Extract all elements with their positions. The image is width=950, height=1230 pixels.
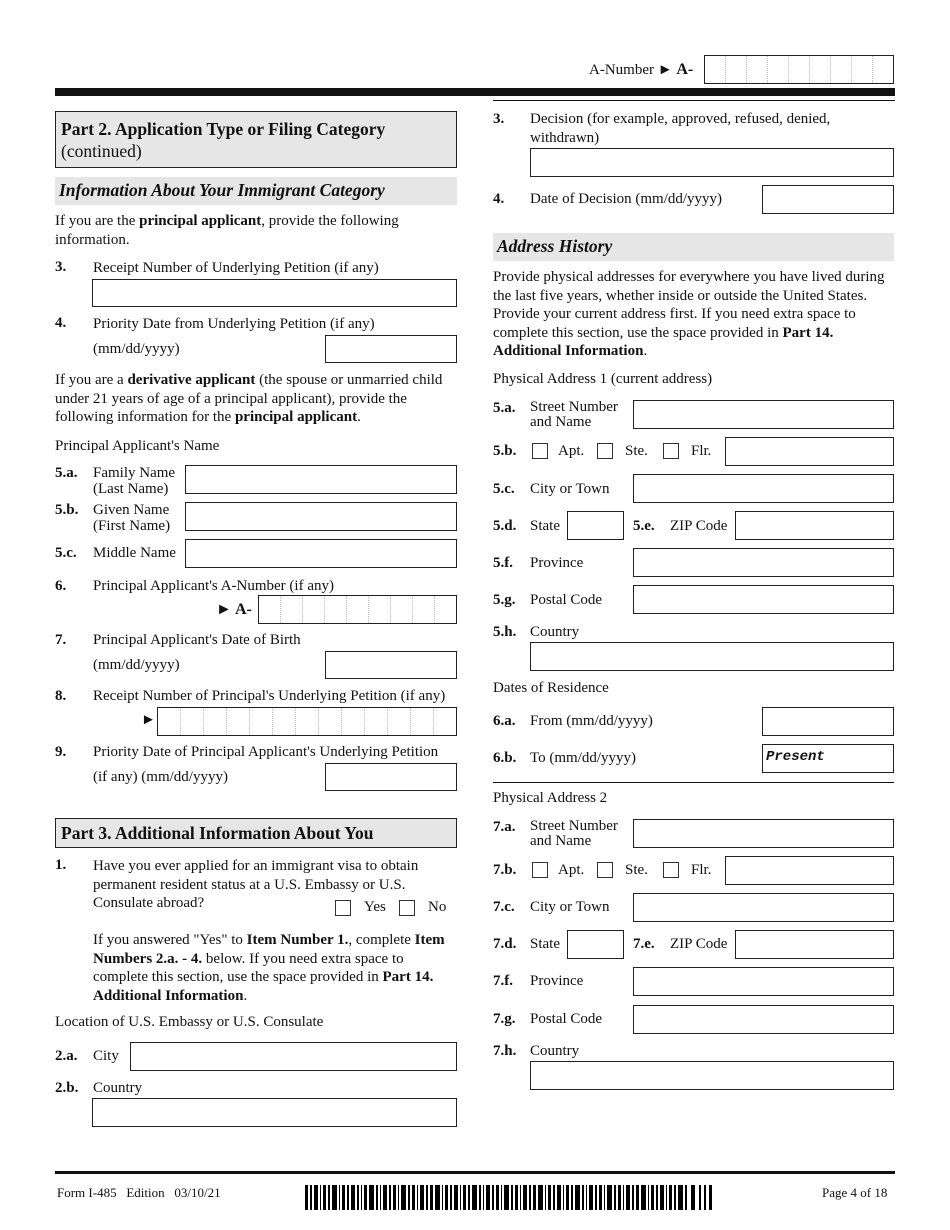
r-q5a-label: Street Number and Name bbox=[530, 399, 618, 430]
r-q6b-label: To (mm/dd/yyyy) bbox=[530, 750, 637, 766]
residence-to-input[interactable]: Present bbox=[762, 744, 894, 773]
receipt-number-input[interactable] bbox=[92, 279, 457, 307]
r-q5f-number: 5.f. bbox=[493, 555, 513, 571]
addr2-ste-checkbox[interactable] bbox=[597, 862, 613, 878]
address1-label: Physical Address 1 (current address) bbox=[493, 371, 713, 387]
q9-label: Priority Date of Principal Applicant's Underlying Petition bbox=[93, 744, 439, 760]
middle-name-input[interactable] bbox=[185, 539, 457, 568]
r-q7e-number: 7.e. bbox=[633, 936, 655, 952]
priority-date-input[interactable] bbox=[325, 335, 457, 363]
q5b-label: Given Name (First Name) bbox=[93, 502, 171, 534]
p3q1-label: Have you ever applied for an immigrant visa to obtain permanent resident status at a U.S. Embassy or U.S. Consulate abroad? bbox=[93, 858, 419, 911]
r-q3-number: 3. bbox=[493, 111, 505, 127]
q7-number: 7. bbox=[55, 632, 67, 648]
embassy-location-label: Location of U.S. Embassy or U.S. Consulate bbox=[55, 1014, 324, 1030]
immigrant-category-heading: Information About Your Immigrant Category bbox=[55, 177, 457, 205]
q8-arrow: ► bbox=[141, 712, 156, 728]
r-q5d-number: 5.d. bbox=[493, 518, 517, 534]
no-label: No bbox=[428, 899, 447, 915]
r-q7f-number: 7.f. bbox=[493, 973, 513, 989]
addr2-zip-input[interactable] bbox=[735, 930, 894, 959]
p3q2a-number: 2.a. bbox=[55, 1048, 78, 1064]
r-q5h-label: Country bbox=[530, 624, 580, 640]
a-number-label: A-Number ► A- bbox=[589, 61, 694, 78]
part2-header: Part 2. Application Type or Filing Category (continued) bbox=[55, 111, 457, 168]
decision-date-input[interactable] bbox=[762, 185, 894, 214]
r-q5b-number: 5.b. bbox=[493, 443, 517, 459]
r-q5e-label: ZIP Code bbox=[670, 518, 728, 534]
r-q5d-label: State bbox=[530, 518, 560, 534]
r-q5a-number: 5.a. bbox=[493, 400, 516, 416]
form-edition: Form I-485 Edition 03/10/21 bbox=[57, 1185, 221, 1200]
principal-priority-date-input[interactable] bbox=[325, 763, 457, 791]
r-q3-label: Decision (for example, approved, refused, denied, withdrawn) bbox=[530, 111, 831, 146]
addr1-city-input[interactable] bbox=[633, 474, 894, 503]
addr2-flr-label: Flr. bbox=[691, 862, 712, 878]
residence-from-input[interactable] bbox=[762, 707, 894, 736]
r-q4-number: 4. bbox=[493, 191, 505, 207]
r-q7c-label: City or Town bbox=[530, 899, 610, 915]
part3-header: Part 3. Additional Information About You bbox=[55, 818, 457, 848]
q9-number: 9. bbox=[55, 744, 67, 760]
r-q7g-label: Postal Code bbox=[530, 1011, 603, 1027]
addr1-unit-input[interactable] bbox=[725, 437, 894, 466]
address2-label: Physical Address 2 bbox=[493, 790, 608, 806]
addr1-flr-label: Flr. bbox=[691, 443, 712, 459]
r-q5c-number: 5.c. bbox=[493, 481, 515, 497]
r-q6a-label: From (mm/dd/yyyy) bbox=[530, 713, 653, 729]
addr1-state-select[interactable] bbox=[567, 511, 624, 540]
p3q2b-label: Country bbox=[93, 1080, 143, 1096]
r-q5g-number: 5.g. bbox=[493, 592, 516, 608]
q7-label: Principal Applicant's Date of Birth bbox=[93, 632, 301, 648]
address-divider bbox=[493, 782, 894, 783]
p3q2a-label: City bbox=[93, 1048, 119, 1064]
header-rule-thin bbox=[493, 100, 895, 101]
r-q7b-number: 7.b. bbox=[493, 862, 517, 878]
q4-number: 4. bbox=[55, 315, 67, 331]
principal-dob-input[interactable] bbox=[325, 651, 457, 679]
embassy-city-input[interactable] bbox=[130, 1042, 457, 1071]
yes-checkbox[interactable] bbox=[335, 900, 351, 916]
principal-intro: If you are the principal applicant, provide the following information. bbox=[55, 213, 399, 248]
addr2-province-input[interactable] bbox=[633, 967, 894, 996]
q3-number: 3. bbox=[55, 259, 67, 275]
addr2-flr-checkbox[interactable] bbox=[663, 862, 679, 878]
header-rule-thick bbox=[55, 88, 895, 96]
a-number-input[interactable] bbox=[704, 55, 894, 84]
addr1-postal-input[interactable] bbox=[633, 585, 894, 614]
addr1-ste-checkbox[interactable] bbox=[597, 443, 613, 459]
addr1-apt-checkbox[interactable] bbox=[532, 443, 548, 459]
addr1-zip-input[interactable] bbox=[735, 511, 894, 540]
r-q7a-number: 7.a. bbox=[493, 819, 516, 835]
addr1-province-input[interactable] bbox=[633, 548, 894, 577]
r-q7a-label: Street Number and Name bbox=[530, 818, 618, 849]
r-q7f-label: Province bbox=[530, 973, 584, 989]
q5c-label: Middle Name bbox=[93, 545, 176, 561]
principal-a-number-input[interactable] bbox=[258, 595, 457, 624]
r-q4-label: Date of Decision (mm/dd/yyyy) bbox=[530, 191, 723, 207]
addr2-apt-checkbox[interactable] bbox=[532, 862, 548, 878]
q7-format: (mm/dd/yyyy) bbox=[93, 657, 180, 673]
addr2-country-input[interactable] bbox=[530, 1061, 894, 1090]
page-number: Page 4 of 18 bbox=[822, 1185, 888, 1200]
yes-label: Yes bbox=[364, 899, 386, 915]
address-intro: Provide physical addresses for everywhere you have lived during the last five years, whether inside or outside the United States. Provide your current address first. If you need extra space to complete this section, use the space provided in Part 14. Additional Information. bbox=[493, 269, 885, 359]
no-checkbox[interactable] bbox=[399, 900, 415, 916]
q5c-number: 5.c. bbox=[55, 545, 77, 561]
addr1-ste-label: Ste. bbox=[625, 443, 648, 459]
principal-name-label: Principal Applicant's Name bbox=[55, 438, 220, 454]
r-q7d-label: State bbox=[530, 936, 560, 952]
r-q5g-label: Postal Code bbox=[530, 592, 603, 608]
principal-receipt-input[interactable] bbox=[157, 707, 457, 736]
q9-format: (if any) (mm/dd/yyyy) bbox=[93, 769, 228, 785]
r-q7h-label: Country bbox=[530, 1043, 580, 1059]
addr2-city-input[interactable] bbox=[633, 893, 894, 922]
q8-number: 8. bbox=[55, 688, 67, 704]
r-q5e-number: 5.e. bbox=[633, 518, 655, 534]
addr2-postal-input[interactable] bbox=[633, 1005, 894, 1034]
family-name-input[interactable] bbox=[185, 465, 457, 494]
q5a-number: 5.a. bbox=[55, 465, 78, 481]
given-name-input[interactable] bbox=[185, 502, 457, 531]
r-q5f-label: Province bbox=[530, 555, 584, 571]
q3-label: Receipt Number of Underlying Petition (if any) bbox=[93, 260, 379, 276]
p3q1-number: 1. bbox=[55, 857, 67, 873]
addr1-apt-label: Apt. bbox=[558, 443, 585, 459]
r-q7c-number: 7.c. bbox=[493, 899, 515, 915]
q5b-number: 5.b. bbox=[55, 502, 79, 518]
addr2-ste-label: Ste. bbox=[625, 862, 648, 878]
decision-input[interactable] bbox=[530, 148, 894, 177]
r-q7e-label: ZIP Code bbox=[670, 936, 728, 952]
addr2-state-select[interactable] bbox=[567, 930, 624, 959]
q5a-label: Family Name (Last Name) bbox=[93, 465, 176, 497]
barcode-icon bbox=[305, 1185, 712, 1210]
footer-rule bbox=[55, 1171, 895, 1174]
address-history-heading: Address History bbox=[493, 233, 894, 261]
q6-prefix: ► A- bbox=[216, 601, 252, 618]
addr1-flr-checkbox[interactable] bbox=[663, 443, 679, 459]
p3-instructions: If you answered "Yes" to Item Number 1., complete Item Numbers 2.a. - 4. below. If you need extra space to complete this section, use the space provided in Part 14. Additional Information. bbox=[93, 932, 445, 1004]
addr2-unit-input[interactable] bbox=[725, 856, 894, 885]
p3q2b-number: 2.b. bbox=[55, 1080, 79, 1096]
r-q5h-number: 5.h. bbox=[493, 624, 517, 640]
r-q7h-number: 7.h. bbox=[493, 1043, 517, 1059]
addr1-country-input[interactable] bbox=[530, 642, 894, 671]
r-q6b-number: 6.b. bbox=[493, 750, 517, 766]
q4-label: Priority Date from Underlying Petition (if any) bbox=[93, 316, 375, 332]
addr1-street-input[interactable] bbox=[633, 400, 894, 429]
r-q7g-number: 7.g. bbox=[493, 1011, 516, 1027]
q4-format: (mm/dd/yyyy) bbox=[93, 341, 180, 357]
q8-label: Receipt Number of Principal's Underlying Petition (if any) bbox=[93, 688, 446, 704]
addr2-street-input[interactable] bbox=[633, 819, 894, 848]
dates-residence-label: Dates of Residence bbox=[493, 680, 609, 696]
r-q7d-number: 7.d. bbox=[493, 936, 517, 952]
q6-label: Principal Applicant's A-Number (if any) bbox=[93, 578, 334, 594]
derivative-intro: If you are a derivative applicant (the spouse or unmarried child under 21 years of age of a principal applicant), provide the following information for the principal applicant. bbox=[55, 372, 443, 425]
r-q5c-label: City or Town bbox=[530, 481, 610, 497]
addr2-apt-label: Apt. bbox=[558, 862, 585, 878]
q6-number: 6. bbox=[55, 578, 67, 594]
embassy-country-input[interactable] bbox=[92, 1098, 457, 1127]
r-q6a-number: 6.a. bbox=[493, 713, 516, 729]
